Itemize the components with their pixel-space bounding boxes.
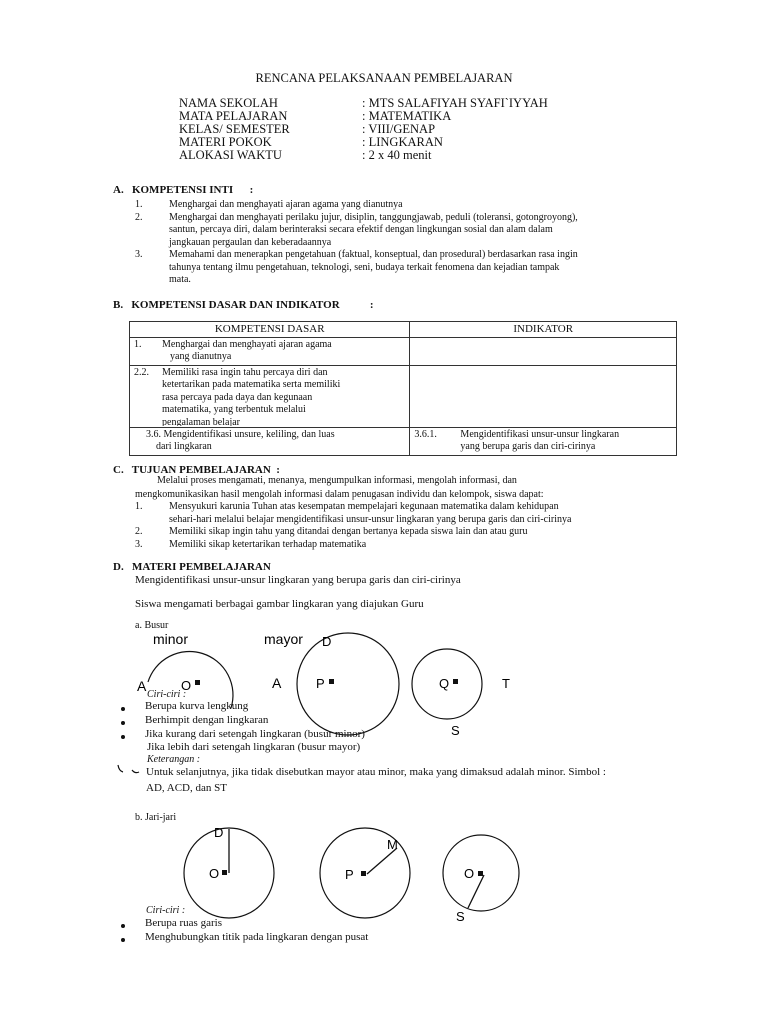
- table-cell: 3.6. Mengidentifikasi unsure, keliling, dan luas dari lingkaran: [130, 427, 410, 455]
- label-s: S: [456, 909, 465, 924]
- list-item: [135, 249, 578, 262]
- table-row: [130, 365, 677, 427]
- bullet-icon: [121, 721, 125, 725]
- label-minor: minor: [153, 631, 189, 647]
- list-item: Jika kurang dari setengah lingkaran (busur minor): [145, 728, 365, 740]
- center-dot: [222, 870, 227, 875]
- list-item: Menghubungkan titik pada lingkaran dengan pusat: [145, 931, 369, 943]
- item-number: 3.: [135, 538, 143, 550]
- item-number: 3.: [135, 249, 143, 260]
- label-o: O: [181, 678, 192, 693]
- center-dot: [453, 679, 458, 684]
- list-item: [135, 501, 571, 514]
- table-row: [130, 337, 677, 365]
- keterangan-title: Keterangan :: [147, 754, 201, 765]
- center-dot: [195, 680, 200, 685]
- identity-value: : MATEMATIKA: [362, 109, 452, 123]
- bullet-icon: [121, 735, 125, 739]
- busur-label: a. Busur: [135, 620, 169, 631]
- table-header-row: [130, 322, 677, 338]
- label-p: P: [345, 867, 354, 882]
- label-p: P: [316, 676, 325, 691]
- table-row: [130, 427, 677, 455]
- identity-value: : 2 x 40 menit: [362, 148, 432, 162]
- item-text: santun, percaya diri, dalam berinteraksi secara efektif dengan lingkungan sosial dan alam dalam: [169, 224, 553, 235]
- table-cell: 1. Menghargai dan menghayati ajaran agama yang dianutnya: [130, 337, 410, 365]
- item-text: Menghargai dan menghayati perilaku jujur, disiplin, tanggungjawab, peduli (toleransi, gotongroyong),: [169, 211, 578, 223]
- bullet-icon: [121, 707, 125, 711]
- item-number: 1.: [135, 501, 143, 512]
- section-b-heading: B. KOMPETENSI DASAR DAN INDIKATOR :: [113, 299, 374, 311]
- item-text: tahunya tentang ilmu pengetahuan, teknologi, seni, budaya terkait fenomena dan kejadian tampak: [169, 261, 560, 273]
- section-a-list: [135, 199, 578, 287]
- list-item: Berhimpit dengan lingkaran: [145, 714, 269, 726]
- column-header: KOMPETENSI DASAR: [130, 322, 410, 338]
- label-d: D: [322, 634, 332, 649]
- label-o: O: [464, 866, 475, 881]
- list-item: [135, 539, 571, 552]
- section-d-line-1: Mengidentifikasi unsur-unsur lingkaran yang berupa garis dan ciri-cirinya: [135, 574, 461, 586]
- identity-value: : MTS SALAFIYAH SYAFI`IYYAH: [362, 96, 548, 110]
- competency-table: [129, 321, 677, 456]
- cursor-mark-icon: [115, 762, 140, 776]
- label-q: Q: [439, 676, 450, 691]
- table-cell: 3.6.1. Mengidentifikasi unsur-unsur lingkaran yang berupa garis dan ciri-cirinya: [410, 427, 677, 455]
- identity-label: ALOKASI WAKTU: [179, 148, 282, 162]
- page-title: RENCANA PELAKSANAAN PEMBELAJARAN: [255, 71, 513, 85]
- item-text: Memiliki sikap ingin tahu yang ditandai dengan bertanya kepada siswa lain dan atau guru: [169, 526, 528, 537]
- section-d-line-2: Siswa mengamati berbagai gambar lingkaran yang diajukan Guru: [135, 598, 424, 610]
- bullet-icon: [121, 924, 125, 928]
- label-t: T: [502, 676, 510, 691]
- list-item: [135, 199, 578, 212]
- center-dot: [329, 679, 334, 684]
- identity-value: : LINGKARAN: [362, 135, 443, 149]
- section-c-list: [135, 501, 571, 551]
- keterangan-line-1: Untuk selanjutnya, jika tidak disebutkan mayor atau minor, maka yang dimaksud adalah minor. Simbol :: [146, 766, 606, 778]
- item-text: Memiliki sikap ketertarikan terhadap matematika: [169, 538, 367, 550]
- jari-figure: [0, 820, 768, 925]
- identity-label: MATA PELAJARAN: [179, 109, 288, 123]
- identity-label: MATERI POKOK: [179, 135, 272, 149]
- busur-extra-line: Jika lebih dari setengah lingkaran (busur mayor): [147, 741, 361, 753]
- circle-p: [297, 633, 399, 735]
- section-c-intro-2: mengkomunikasikan hasil mengolah informasi dalam penugasan individu dan kelompok, siswa dapat:: [135, 489, 544, 500]
- label-a: A: [272, 675, 282, 691]
- label-m: M: [387, 837, 398, 852]
- identity-value: : VIII/GENAP: [362, 122, 436, 136]
- list-item: [135, 526, 571, 539]
- list-item: Berupa ruas garis: [145, 917, 222, 929]
- center-dot: [361, 871, 366, 876]
- table-cell: [410, 365, 677, 427]
- bullet-icon: [121, 938, 125, 942]
- keterangan-line-2: AD, ACD, dan ST: [146, 782, 227, 794]
- label-s: S: [451, 723, 460, 738]
- item-number: 2.: [135, 211, 143, 223]
- label-d: D: [214, 825, 224, 840]
- jari-ciri-title: Ciri-ciri :: [146, 905, 186, 916]
- item-number: 2.: [135, 526, 143, 537]
- identity-label: KELAS/ SEMESTER: [179, 122, 290, 136]
- table-cell: 2.2. Memiliki rasa ingin tahu percaya diri dan ketertarikan pada matematika serta memiliki rasa percaya pada daya dan kegunaan matematika, yang terbentuk melalui pengalaman belajar: [130, 365, 410, 427]
- section-d-heading: D. MATERI PEMBELAJARAN: [113, 561, 271, 573]
- section-c-intro-1: Melalui proses mengamati, menanya, mengumpulkan informasi, mengolah informasi, dan: [157, 475, 517, 486]
- section-a-heading: A. KOMPETENSI INTI :: [113, 184, 254, 196]
- label-mayor: mayor: [264, 631, 303, 647]
- busur-figure: [0, 625, 768, 740]
- item-text: jangkauan pergaulan dan keberadaannya: [169, 236, 332, 248]
- list-item: Berupa kurva lengkung: [145, 700, 249, 712]
- busur-ciri-title: Ciri-ciri :: [147, 689, 187, 700]
- item-text: sehari-hari melalui belajar mengidentifikasi unsur-unsur lingkaran yang berupa garis dan ciri-cirinya: [169, 513, 572, 525]
- list-item: [135, 212, 578, 225]
- identity-label: NAMA SEKOLAH: [179, 96, 278, 110]
- center-dot: [478, 871, 483, 876]
- item-text: Menghargai dan menghayati ajaran agama yang dianutnya: [169, 199, 403, 210]
- item-text: Mensyukuri karunia Tuhan atas kesempatan mempelajari kegunaan matematika dalam kehidupan: [169, 501, 559, 512]
- item-number: 1.: [135, 199, 143, 210]
- item-text: mata.: [169, 274, 191, 285]
- column-header: INDIKATOR: [410, 322, 677, 338]
- label-a: A: [137, 678, 147, 694]
- table-cell: [410, 337, 677, 365]
- jari-label: b. Jari-jari: [135, 812, 177, 823]
- label-o: O: [209, 866, 220, 881]
- item-text: Memahami dan menerapkan pengetahuan (faktual, konseptual, dan prosedural) berdasarkan rasa ingin: [169, 249, 578, 260]
- section-c-heading: C. TUJUAN PEMBELAJARAN :: [113, 464, 280, 476]
